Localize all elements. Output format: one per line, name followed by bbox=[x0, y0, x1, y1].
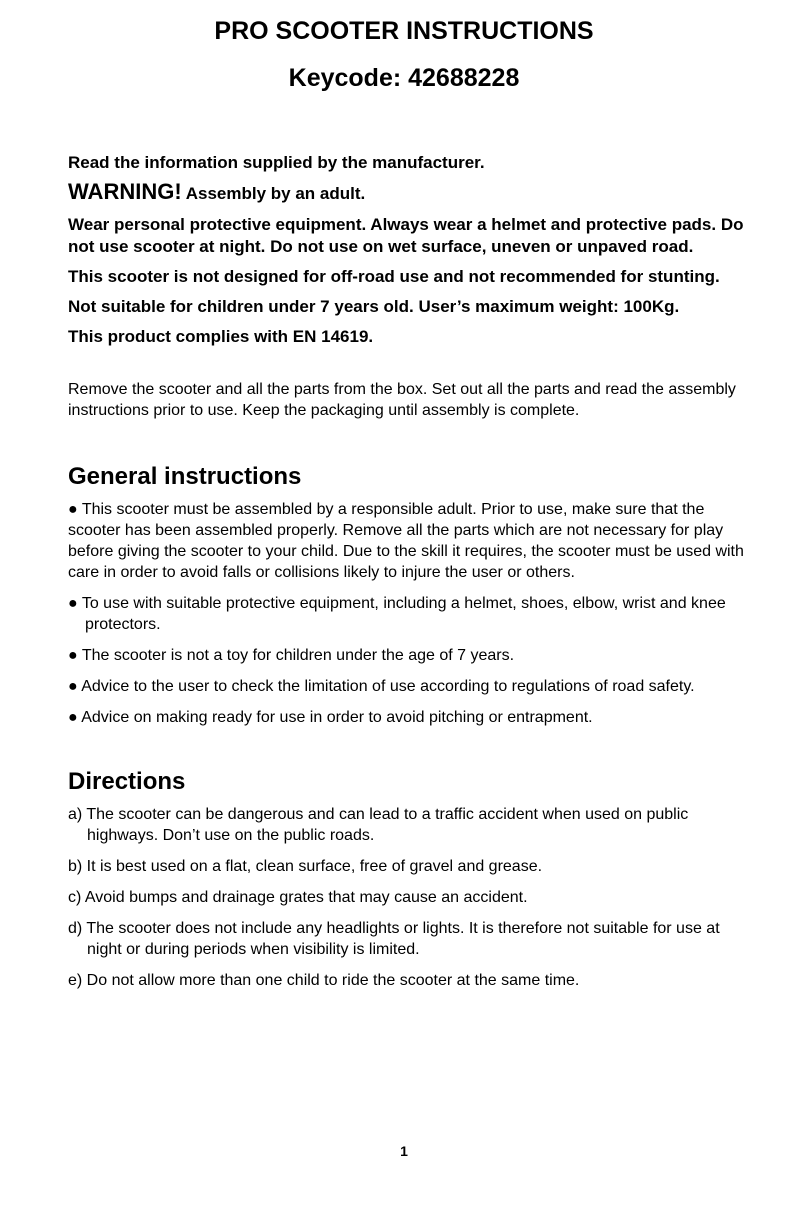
warning-label: WARNING! bbox=[68, 179, 182, 204]
compliance-notice: This product complies with EN 14619. bbox=[68, 327, 374, 346]
read-info-notice: Read the information supplied by the manufacturer. bbox=[68, 153, 485, 172]
directions-heading: Directions bbox=[68, 768, 186, 795]
general-instructions-list bbox=[68, 499, 748, 728]
list-item: ● This scooter must be assembled by a responsible adult. Prior to use, make sure that the scooter has been assembled properly. Remove all the parts which are not necessary for play before giving the scooter to your child. Due to the skill it requires, the scooter must be used with care in order to avoid falls or collisions likely to injure the user or others. bbox=[68, 501, 744, 581]
age-weight-notice: Not suitable for children under 7 years old. User’s maximum weight: 100Kg. bbox=[68, 297, 680, 316]
warning-block bbox=[68, 152, 748, 348]
list-item: ● Advice to the user to check the limitation of use according to regulations of road safety. bbox=[68, 678, 695, 695]
list-item: ● The scooter is not a toy for children under the age of 7 years. bbox=[68, 647, 515, 664]
directions-list bbox=[68, 804, 748, 991]
general-instructions-heading: General instructions bbox=[68, 463, 302, 490]
list-item: c) Avoid bumps and drainage grates that may cause an accident. bbox=[68, 889, 528, 906]
warning-notice bbox=[68, 181, 748, 205]
list-item: b) It is best used on a flat, clean surface, free of gravel and grease. bbox=[68, 858, 543, 875]
list-item: ● Advice on making ready for use in order to avoid pitching or entrapment. bbox=[68, 709, 593, 726]
warning-text: Assembly by an adult. bbox=[181, 184, 366, 203]
list-item: e) Do not allow more than one child to ride the scooter at the same time. bbox=[68, 972, 580, 989]
list-item: a) The scooter can be dangerous and can lead to a traffic accident when used on public highways. Don’t use on the public roads. bbox=[68, 806, 689, 844]
document-body bbox=[68, 152, 748, 1001]
keycode: Keycode: 42688228 bbox=[288, 64, 520, 92]
list-item: ● To use with suitable protective equipment, including a helmet, shoes, elbow, wrist and knee protectors. bbox=[68, 595, 726, 633]
list-item: d) The scooter does not include any headlights or lights. It is therefore not suitable for use at night or during periods when visibility is limited. bbox=[68, 920, 720, 958]
offroad-notice: This scooter is not designed for off-road use and not recommended for stunting. bbox=[68, 267, 720, 286]
intro-paragraph: Remove the scooter and all the parts from the box. Set out all the parts and read the assembly instructions prior to use. Keep the packaging until assembly is complete. bbox=[68, 381, 736, 419]
page-number: 1 bbox=[400, 1143, 408, 1159]
protective-equipment-notice: Wear personal protective equipment. Always wear a helmet and protective pads. Do not use scooter at night. Do not use on wet surface, uneven or unpaved road. bbox=[68, 215, 744, 256]
document-title: PRO SCOOTER INSTRUCTIONS bbox=[214, 17, 594, 45]
